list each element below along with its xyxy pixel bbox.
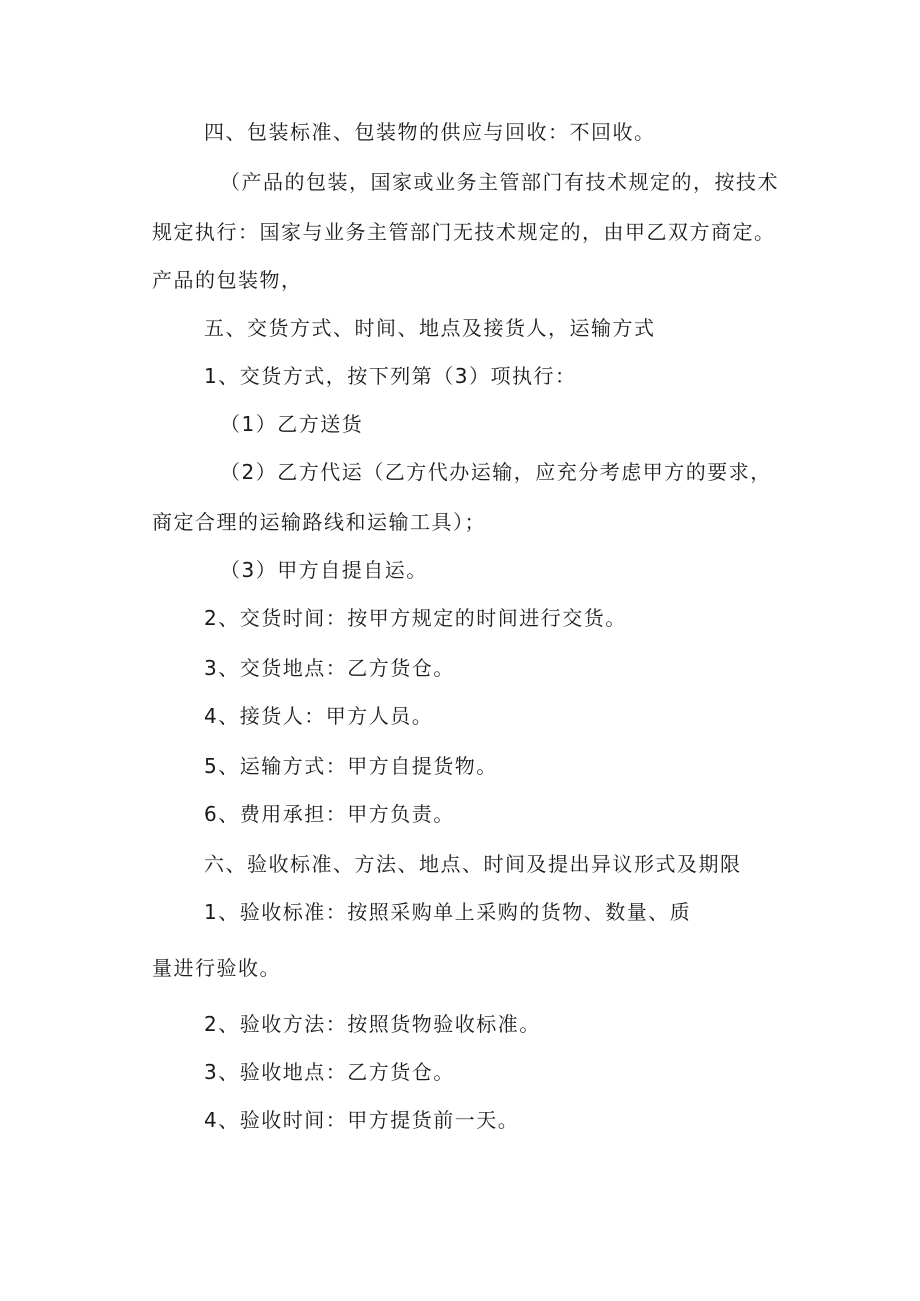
transport-method: 5、运输方式：甲方自提货物。 xyxy=(204,754,498,778)
acceptance-time: 4、验收时间：甲方提货前一天。 xyxy=(204,1108,520,1132)
option-3: （3）甲方自提自运。 xyxy=(220,558,428,582)
option-1: （1）乙方送货 xyxy=(220,412,364,436)
delivery-method: 1、交货方式，按下列第（3）项执行： xyxy=(204,364,577,388)
cost-bearing: 6、费用承担：甲方负责。 xyxy=(204,802,455,826)
section-4-heading: 四、包装标准、包装物的供应与回收：不回收。 xyxy=(204,120,656,144)
packaging-note-line-1: （产品的包装，国家或业务主管部门有技术规定的，按技术 xyxy=(220,170,779,194)
delivery-time: 2、交货时间：按甲方规定的时间进行交货。 xyxy=(204,606,627,630)
option-2-line-1: （2）乙方代运（乙方代办运输，应充分考虑甲方的要求， xyxy=(220,460,772,484)
packaging-note-line-3: 产品的包装物， xyxy=(152,268,303,292)
section-5-heading: 五、交货方式、时间、地点及接货人，运输方式 xyxy=(204,316,656,340)
acceptance-method: 2、验收方法：按照货物验收标准。 xyxy=(204,1012,541,1036)
receiver: 4、接货人：甲方人员。 xyxy=(204,704,434,728)
acceptance-standard-line-2: 量进行验收。 xyxy=(152,956,281,980)
section-6-heading: 六、验收标准、方法、地点、时间及提出异议形式及期限 xyxy=(204,852,742,876)
acceptance-standard-line-1: 1、验收标准：按照采购单上采购的货物、数量、质 xyxy=(204,900,692,924)
acceptance-place: 3、验收地点：乙方货仓。 xyxy=(204,1060,455,1084)
option-2-line-2: 商定合理的运输路线和运输工具）； xyxy=(152,510,486,534)
packaging-note-line-2: 规定执行：国家与业务主管部门无技术规定的，由甲乙双方商定。 xyxy=(152,220,776,244)
delivery-place: 3、交货地点：乙方货仓。 xyxy=(204,656,455,680)
